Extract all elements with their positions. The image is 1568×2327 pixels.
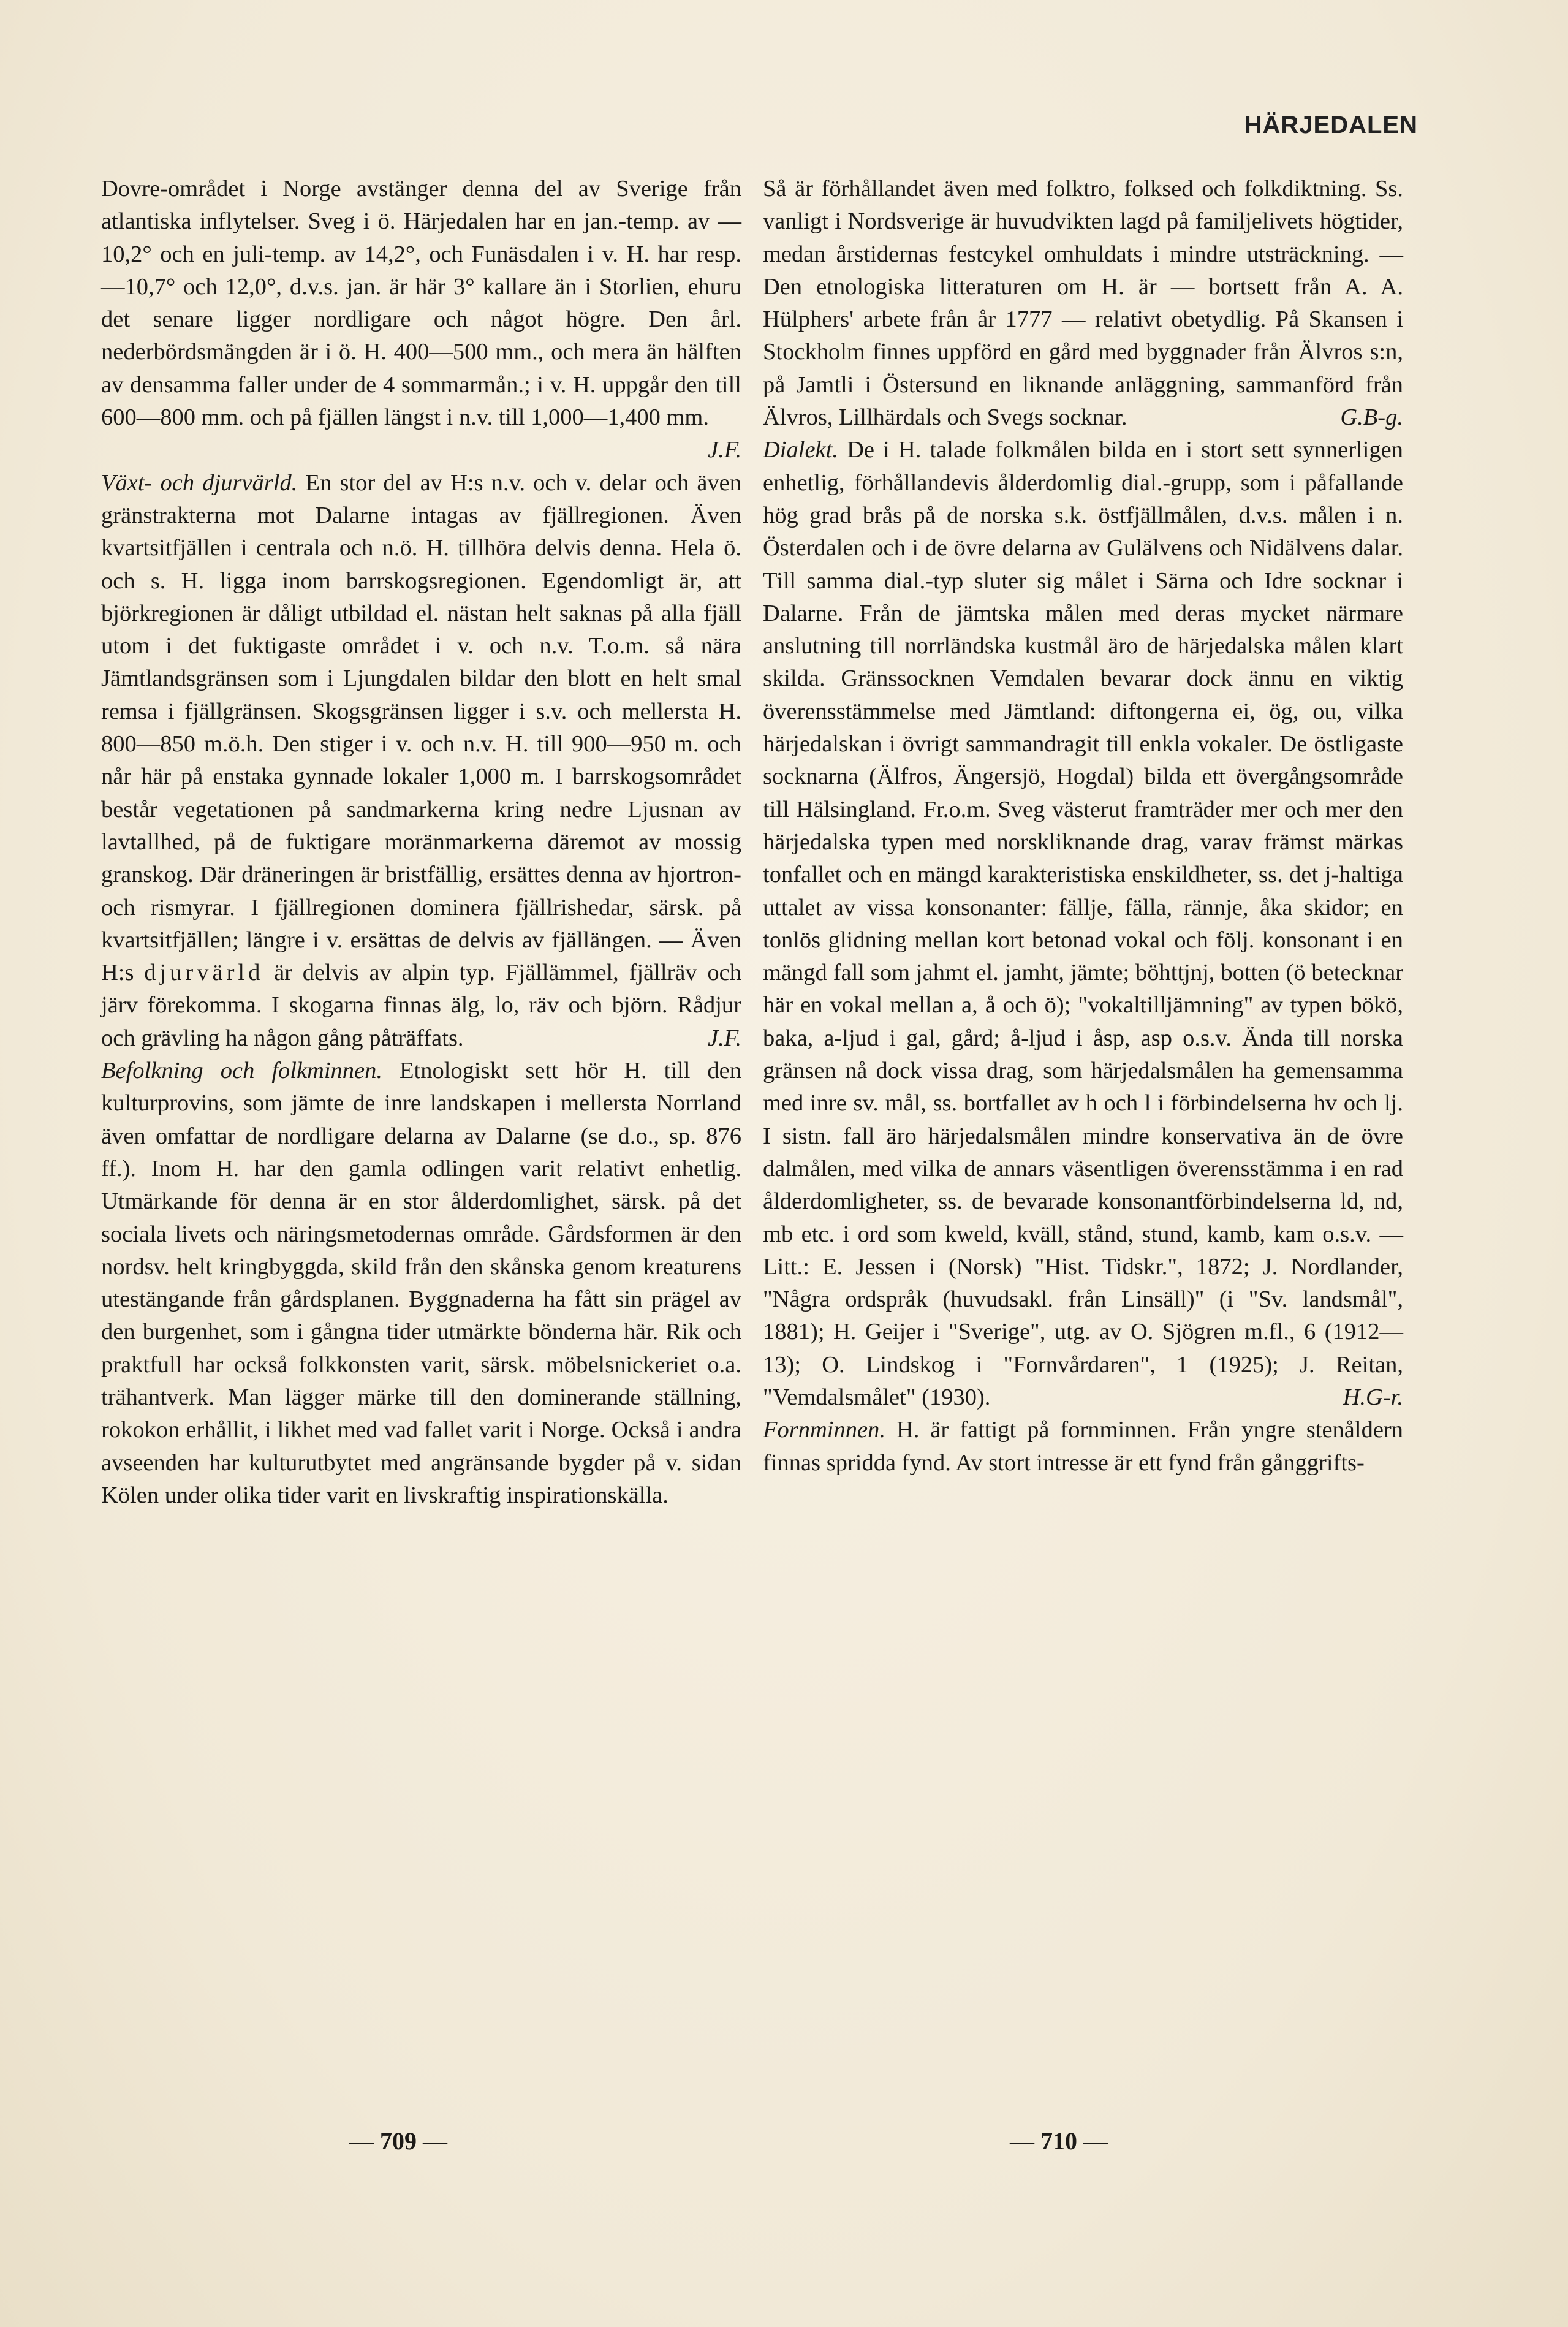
author-signature: G.B-g. [1340,404,1403,431]
climate-text: Dovre-området i Norge avstänger denna del av Sverige från atlantiska inflytelser. Sveg i ö. Härjedalen har en jan.-temp. av —10,2° och en juli-temp. av 14,2°, och Funäsdalen i v. H. har resp. —10,7° och 12,0°, d.v.s. jan. är här 3° kallare än i Storlien, ehuru det senare ligger nordligare och något högre. Den årl. nederbördsmängden är i ö. H. 400—500 mm., och mera än hälften av densamma faller under de 4 sommarmån.; i v. H. uppgår den till 600—800 mm. och på fjällen längst i n.v. till 1,000—1,400 mm. [101,176,741,431]
flora-text: En stor del av H:s n.v. och v. delar och även gränstrakterna mot Dalarne intagas av fjällregionen. Även kvartsitfjällen i centrala och n.ö. H. tillhöra delvis denna. Hela ö. och s. H. ligga inom barrskogsregionen. Egendomligt är, att björkregionen är dåligt utbildad el. nästan helt saknas på alla fjäll utom i det fuktigaste området i v. och n.v. T.o.m. så nära Jämtlandsgränsen som i Ljungdalen bildar den blott en helt smal remsa i fjällgränsen. Skogsgränsen ligger i s.v. och mellersta H. 800—850 m.ö.h. Den stiger i v. och n.v. H. till 900—950 m. och når här på enstaka gynnade lokaler 1,000 m. I barrskogsområdet består vegetationen på sandmarkerna kring nedre Ljusnan av lavtallhed, på de fuktigare moränmarkerna däremot av mossig granskog. Där dräneringen är bristfällig, ersättes denna av hjortron- och rismyrar. I fjällregionen dominera fjällrishedar, särsk. på kvartsitfjällen; längre i v. ersättas de delvis av fjällängen. — Även H:s [101,469,741,986]
section-heading: Fornminnen. [763,1417,885,1443]
fauna-text: är delvis av alpin typ. Fjällämmel, fjällräv och järv förekomma. I skogarna finnas älg, lo, räv och björn. Rådjur och grävling ha någon gång påträffats. [101,960,742,1051]
section-heading: Dialekt. [763,437,838,463]
folklore-text: Så är förhållandet även med folktro, folksed och folkdiktning. Ss. vanligt i Nordsverige är huvudvikten lagd på familjelivets högtider, medan årstidernas festcykel omhuldats i mindre utsträckning. — Den etnologiska litteraturen om H. är — bortsett från A. A. Hülphers' arbete från år 1777 — relativt obetydlig. På Skansen i Stockholm finnes uppförd en gård med byggnader från Älvros s:n, på Jamtli i Östersund en liknande anläggning, sammanförd från Älvros, Lillhärdals och Svegs socknar. [763,176,1403,431]
dialect-paragraph [763,434,1403,1414]
population-text: Etnologiskt sett hör H. till den kulturprovins, som jämte de inre landskapen i mellersta Norrland även omfattar de nordligare delarna av Dalarne (se d.o., sp. 876 ff.). Inom H. har den gamla odlingen varit relativt enhetlig. Utmärkande för denna är en stor ålderdomlighet, särsk. på det sociala livets och näringsmetodernas område. Gårdsformen är den nordsv. helt kringbyggda, skild från den skånska genom kreaturens utestängande från gårdsplanen. Byggnaderna ha fått sin prägel av den burgenhet, som i gångna tider utmärkte bönderna här. Rik och praktfull har också folkkonsten varit, särsk. möbelsnickeriet o.a. trähantverk. Man lägger märke till den dominerande ställning, rokokon erhållit, i likhet med vad fallet varit i Norge. Också i andra avseenden har kulturutbytet med angränsande bygder på v. sidan Kölen under olika tider varit en livskraftig inspirationskälla. [101,1058,741,1508]
population-paragraph [101,1055,741,1512]
author-signature: H.G-r. [1343,1384,1403,1410]
antiquities-paragraph [763,1414,1403,1479]
folklore-paragraph [763,173,1403,434]
section-heading: Växt- och djurvärld. [101,469,298,496]
antiquities-text: H. är fattigt på fornminnen. Från yngre stenåldern finnas spridda fynd. Av stort intresse är ett fynd från gånggrifts- [763,1417,1403,1476]
page-number-left: — 709 — [349,2127,447,2155]
spaced-term: djurvärld [144,960,264,986]
author-signature: J.F. [708,1025,741,1051]
left-column [101,173,741,1512]
section-heading: Befolkning och folkminnen. [101,1058,383,1084]
page-number-right: — 710 — [1010,2127,1108,2155]
right-column [763,173,1403,1479]
climate-paragraph [101,173,741,463]
flora-fauna-paragraph [101,467,741,1055]
running-head: HÄRJEDALEN [1244,112,1418,139]
author-signature: J.F. [708,437,741,463]
dialect-text: De i H. talade folkmålen bilda en i stort sett synnerligen enhetlig, förhållandevis ålderdomlig dial.-grupp, som i påfallande hög grad brås på de norska s.k. östfjällmålen, d.v.s. målen i n. Österdalen och i de övre delarna av Gulälvens och Nidälvens dalar. Till samma dial.-typ sluter sig målet i Särna och Idre socknar i Dalarne. Från de jämtska målen med deras mycket närmare anslutning till norrländska kustmål äro de härjedalska målen klart skilda. Gränssocknen Vemdalen bevarar dock ännu en viktig överensstämmelse med Jämtland: diftongerna ei, ög, ou, vilka härjedalskan i övrigt sammandragit till enkla vokaler. De östligaste socknarna (Älfros, Ängersjö, Hogdal) bilda ett övergångsområde till Hälsingland. Fr.o.m. Sveg västerut framträder mer och mer den härjedalska typen med norskliknande drag, varav främst märkas tonfallet och en mängd karakteristiska enskildheter, ss. det j-haltiga uttalet av vissa konsonanter: fällje, fälla, rännje, åka skidor; en tonlös glidning mellan kort betonad vokal och följ. konsonant i en mängd fall som jahmt el. jamht, jämte; böhttjnj, botten (ö betecknar här en vokal mellan a, å och ö); "vokaltilljämning" av typen bökö, baka, a-ljud i gal, gård; å-ljud i åsp, asp o.s.v. Ända till norska gränsen nå dock vissa drag, som härjedalsmålen ha gemensamma med inre sv. mål, ss. bortfallet av h och l i förbindelserna hv och lj. I sistn. fall äro härjedalsmålen mindre konservativa än de övre dalmålen, med vilka de annars väsentligen överensstämma i en rad ålderdomligheter, ss. de bevarade konsonantförbindelserna ld, nd, mb etc. i ord som kweld, kväll, stånd, stund, kamb, kam o.s.v. — Litt.: E. Jessen i (Norsk) "Hist. Tidskr.", 1872; J. Nordlander, "Några ordspråk (huvudsakl. från Linsäll)" (i "Sv. landsmål", 1881); H. Geijer i "Sverige", utg. av O. Sjögren m.fl., 6 (1912—13); O. Lindskog i "Fornvårdaren", 1 (1925); J. Reitan, "Vemdalsmålet" (1930). [763,437,1403,1410]
